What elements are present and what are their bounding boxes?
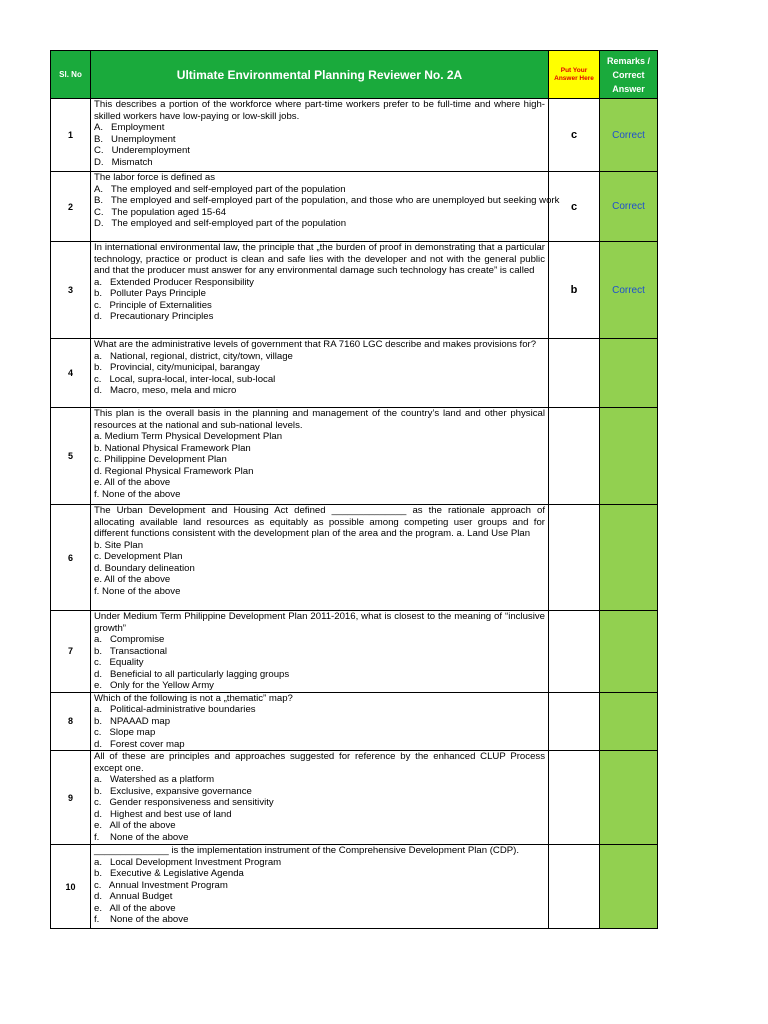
question-option: f. None of the above <box>94 488 181 500</box>
question-option: c. Annual Investment Program <box>94 879 228 891</box>
question-option: d. Regional Physical Framework Plan <box>94 465 254 477</box>
question-option: A. The employed and self-employed part of the population <box>94 183 346 195</box>
question-cell <box>91 408 549 505</box>
question-option: B. Unemployment <box>94 133 176 145</box>
question-option: d. Annual Budget <box>94 891 173 902</box>
question-option: b. Provincial, city/municipal, barangay <box>94 362 260 373</box>
question-option: B. The employed and self-employed part of the population, and those who are unemployed but seeking work <box>94 195 560 206</box>
answer-cell[interactable] <box>549 408 600 505</box>
remark-cell: Correct <box>600 172 658 242</box>
question-option: c. Philippine Development Plan <box>94 454 227 465</box>
question-option: e. Only for the Yellow Army <box>94 680 214 691</box>
question-cell <box>91 751 549 845</box>
question-number: 7 <box>51 611 91 693</box>
question-number: 3 <box>51 242 91 339</box>
question-option: D. The employed and self-employed part of the population <box>94 218 347 229</box>
question-option: a. National, regional, district, city/town, village <box>94 350 293 362</box>
question-option: c. Gender responsiveness and sensitivity <box>94 797 274 808</box>
question-option: c. Slope map <box>94 727 156 738</box>
question-option: c. Local, supra-local, inter-local, sub-local <box>94 373 276 385</box>
answer-cell[interactable]: b <box>549 242 600 339</box>
question-option: C. Underemployment <box>94 145 190 156</box>
remark-cell <box>600 505 658 611</box>
remark-cell <box>600 408 658 505</box>
question-number: 6 <box>51 505 91 611</box>
remark-cell <box>600 692 658 751</box>
answer-cell[interactable]: c <box>549 172 600 242</box>
question-option: c. Principle of Externalities <box>94 299 212 311</box>
question-cell <box>91 845 549 929</box>
question-row <box>51 692 658 751</box>
question-option: f. None of the above <box>94 831 189 843</box>
question-number: 4 <box>51 339 91 408</box>
question-option: d. Boundary delineation <box>94 562 195 574</box>
question-row <box>51 408 658 505</box>
question-option: a. Political-administrative boundaries <box>94 704 256 715</box>
question-option: C. The population aged 15-64 <box>94 206 227 218</box>
question-number: 9 <box>51 751 91 845</box>
question-row <box>51 242 658 339</box>
question-option: d. Macro, meso, mela and micro <box>94 385 237 396</box>
question-text: The labor force is defined as <box>94 172 216 183</box>
question-text: In international environmental law, the principle that „the burden of proof in demonstrating that a particular technology, practice or product is clean and safe lies with the developer and not with the general public and that the producer must answer for any environmental damage such technology has create” is called <box>94 242 545 276</box>
question-row <box>51 505 658 611</box>
question-number: 5 <box>51 408 91 505</box>
question-option: b. Polluter Pays Principle <box>94 288 206 299</box>
header-remarks: Remarks / Correct Answer <box>600 51 658 99</box>
question-number: 1 <box>51 99 91 172</box>
question-option: d. Highest and best use of land <box>94 808 232 820</box>
remark-cell <box>600 611 658 693</box>
question-option: a. Compromise <box>94 634 165 645</box>
question-option: c. Equality <box>94 657 144 668</box>
question-option: d. Precautionary Principles <box>94 311 214 322</box>
question-option: b. Site Plan <box>94 539 144 551</box>
question-option: a. Local Development Investment Program <box>94 856 282 868</box>
question-text: Which of the following is not a „thematic” map? <box>94 692 293 704</box>
answer-cell[interactable] <box>549 692 600 751</box>
question-text: Under Medium Term Philippine Development Plan 2011-2016, what is closest to the meaning of “inclusive growth” <box>94 611 545 634</box>
question-option: a. Medium Term Physical Development Plan <box>94 431 283 442</box>
question-option: a. Extended Producer Responsibility <box>94 276 254 288</box>
question-cell <box>91 242 549 339</box>
header-sl-no: Sl. No <box>51 51 91 99</box>
remark-cell <box>600 751 658 845</box>
question-option: b. Exclusive, expansive governance <box>94 785 252 797</box>
question-cell <box>91 99 549 172</box>
question-number: 2 <box>51 172 91 242</box>
question-option: e. All of the above <box>94 902 176 914</box>
question-text: The Urban Development and Housing Act defined ______________ as the rationale approach of allocating available land resources as equitably as possible among competing user groups and for different functions consistent with the development plan of the area and the program. a. Land Use Plan <box>94 505 545 539</box>
question-row <box>51 172 658 242</box>
question-row <box>51 751 658 845</box>
question-option: b. Executive & Legislative Agenda <box>94 868 244 879</box>
answer-cell[interactable] <box>549 751 600 845</box>
answer-cell[interactable] <box>549 611 600 693</box>
question-option: d. Forest cover map <box>94 738 185 750</box>
question-text: All of these are principles and approaches suggested for reference by the enhanced CLUP Process except one. <box>94 751 545 774</box>
reviewer-table <box>50 50 658 929</box>
header-row <box>51 51 658 99</box>
question-option: b. Transactional <box>94 645 168 657</box>
question-cell <box>91 505 549 611</box>
question-text: This plan is the overall basis in the planning and management of the country’s land and other physical resources at the national and sub-national levels. <box>94 408 545 431</box>
question-option: e. All of the above <box>94 820 176 831</box>
remark-cell <box>600 845 658 929</box>
page-title: Ultimate Environmental Planning Reviewer No. 2A <box>91 51 549 99</box>
question-option: b. National Physical Framework Plan <box>94 442 251 454</box>
question-option: f. None of the above <box>94 914 189 925</box>
question-option: e. All of the above <box>94 477 171 488</box>
answer-cell[interactable] <box>549 845 600 929</box>
answer-cell[interactable] <box>549 505 600 611</box>
question-option: a. Watershed as a platform <box>94 774 215 785</box>
question-option: d. Beneficial to all particularly lagging groups <box>94 668 290 680</box>
question-text: This describes a portion of the workforce where part-time workers prefer to be full-time and where high- skilled workers have low-paying or low-skill jobs. <box>94 99 545 122</box>
question-row <box>51 339 658 408</box>
question-cell <box>91 611 549 693</box>
question-cell <box>91 692 549 751</box>
answer-cell[interactable] <box>549 339 600 408</box>
answer-cell[interactable]: c <box>549 99 600 172</box>
question-option: A. Employment <box>94 122 165 133</box>
question-option: e. All of the above <box>94 574 171 585</box>
question-text: ______________ is the implementation instrument of the Comprehensive Development Plan (CDP). <box>94 845 520 856</box>
question-row <box>51 845 658 929</box>
header-answer: Put Your Answer Here <box>549 51 600 99</box>
question-row <box>51 611 658 693</box>
question-cell <box>91 339 549 408</box>
question-cell <box>91 172 560 242</box>
question-row <box>51 99 658 172</box>
question-option: b. NPAAAD map <box>94 715 171 727</box>
remark-cell <box>600 339 658 408</box>
question-option: c. Development Plan <box>94 551 183 562</box>
question-option: D. Mismatch <box>94 156 153 168</box>
question-option: f. None of the above <box>94 585 181 597</box>
remark-cell: Correct <box>600 242 658 339</box>
question-number: 10 <box>51 845 91 929</box>
question-number: 8 <box>51 692 91 751</box>
remark-cell: Correct <box>600 99 658 172</box>
question-text: What are the administrative levels of government that RA 7160 LGC describe and makes provisions for? <box>94 339 537 350</box>
